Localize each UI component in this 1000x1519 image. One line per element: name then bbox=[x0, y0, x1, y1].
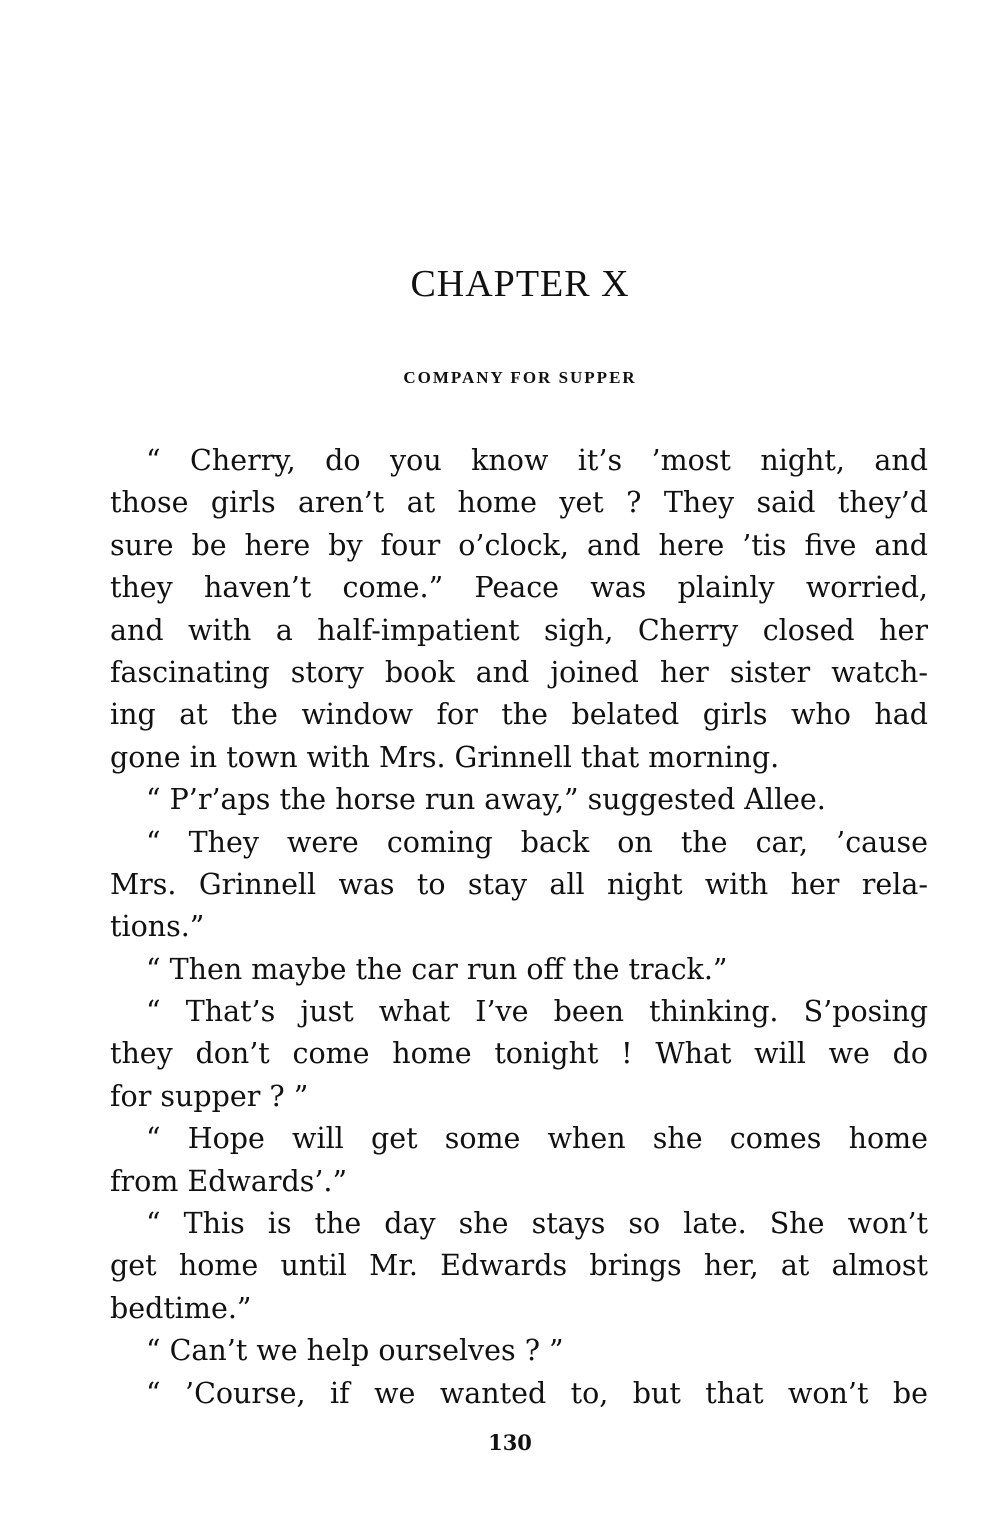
text-line: “ ’Course, if we wanted to, but that won’t be bbox=[146, 1376, 928, 1410]
page-number: 130 bbox=[488, 1430, 532, 1455]
text-line: “ P’r’aps the horse run away,” suggested Allee. bbox=[146, 783, 826, 817]
text-line: they don’t come home tonight ! What will we do bbox=[110, 1037, 928, 1071]
text-line: from Edwards’.” bbox=[110, 1164, 348, 1198]
text-line: they haven’t come.” Peace was plainly worried, bbox=[110, 571, 928, 605]
text-line: “ They were coming back on the car, ’cause bbox=[146, 825, 928, 859]
text-line: gone in town with Mrs. Grinnell that morning. bbox=[110, 740, 780, 774]
body-text bbox=[110, 440, 928, 1415]
text-line: “ Cherry, do you know it’s ’most night, and bbox=[146, 444, 928, 477]
text-line: those girls aren’t at home yet ? They said they’d bbox=[110, 486, 928, 520]
text-line: bedtime.” bbox=[110, 1291, 252, 1325]
chapter-title: CHAPTER X bbox=[410, 263, 630, 305]
text-line: ing at the window for the belated girls who had bbox=[110, 698, 928, 732]
text-line: for supper ? ” bbox=[110, 1079, 309, 1113]
text-line: Mrs. Grinnell was to stay all night with her rela- bbox=[110, 867, 928, 901]
text-line: “ This is the day she stays so late. She won’t bbox=[146, 1207, 928, 1241]
text-line: “ That’s just what I’ve been thinking. S’posing bbox=[146, 995, 928, 1029]
text-line: and with a half-impatient sigh, Cherry closed her bbox=[110, 613, 928, 647]
text-line: tions.” bbox=[110, 910, 205, 944]
text-line: “ Can’t we help ourselves ? ” bbox=[146, 1334, 564, 1368]
text-line: “ Hope will get some when she comes home bbox=[146, 1122, 928, 1156]
chapter-subtitle: COMPANY FOR SUPPER bbox=[403, 368, 637, 387]
text-line: sure be here by four o’clock, and here ’tis five and bbox=[110, 528, 928, 562]
text-line: “ Then maybe the car run off the track.” bbox=[146, 952, 728, 986]
text-line: get home until Mr. Edwards brings her, at almost bbox=[110, 1249, 928, 1283]
text-line: fascinating story book and joined her sister watch- bbox=[110, 655, 928, 689]
